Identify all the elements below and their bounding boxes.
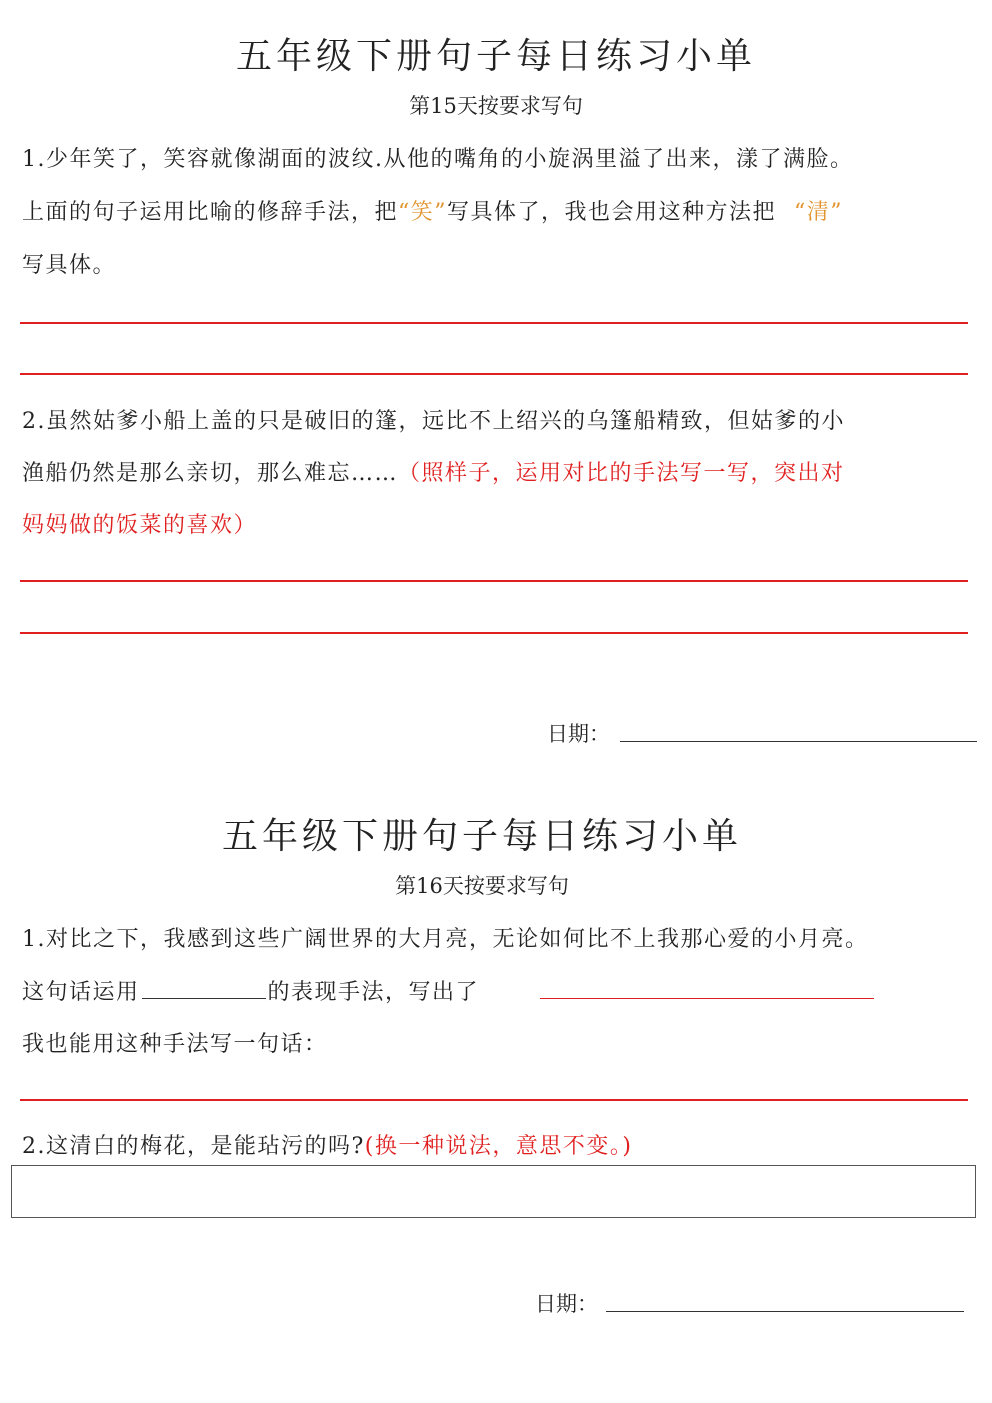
sheet1-q2-line2-a: 渔船仍然是那么亲切，那么难忘…… (22, 461, 399, 486)
sheet1-q1-line2 (22, 195, 843, 226)
fill-in-blank[interactable] (142, 976, 266, 999)
highlight-word-qing: “清” (794, 200, 844, 225)
sheet1-q1-line2-a: 上面的句子运用比喻的修辞手法，把 (22, 200, 399, 225)
sheet2-q1-line3: 我也能用这种手法写一句话： (22, 1032, 328, 1057)
sheet2-date-label: 日期： (535, 1292, 598, 1316)
answer-line[interactable] (20, 373, 968, 375)
sheet2-subtitle: 第16天按要求写句 (395, 874, 569, 898)
answer-box[interactable] (11, 1165, 976, 1218)
sheet1-title: 五年级下册句子每日练习小单 (235, 36, 756, 77)
sheet2-title: 五年级下册句子每日练习小单 (221, 816, 742, 857)
sheet1-q2-line1: 2.虽然姑爹小船上盖的只是破旧的篷，远比不上绍兴的乌篷船精致，但姑爹的小 (22, 409, 845, 434)
sheet2-q2-instruction: (换一种说法，意思不变。) (364, 1134, 633, 1159)
highlight-word-xiao: “笑” (398, 200, 448, 225)
answer-line-short[interactable] (540, 998, 874, 999)
sheet1-q2-line3: 妈妈做的饭菜的喜欢） (22, 513, 258, 538)
sheet1-q1-line3: 写具体。 (22, 253, 117, 278)
sheet2-q1-line1: 1.对比之下，我感到这些广阔世界的大月亮，无论如何比不上我那心爱的小月亮。 (22, 927, 869, 952)
sheet1-q2-line2 (22, 456, 845, 487)
sheet2-q1-line2 (22, 975, 479, 1006)
sheet2-q1-line2-b: 的表现手法，写出了 (267, 980, 480, 1005)
answer-line[interactable] (20, 322, 968, 324)
sheet1-q1-line2-b: 写具体了，我也会用这种方法把 (447, 200, 777, 225)
sheet2-q1-line2-a: 这句话运用 (22, 980, 140, 1005)
answer-line[interactable] (20, 632, 968, 634)
sheet1-q2-instruction: （照样子，运用对比的手法写一写，突出对 (398, 461, 845, 486)
answer-line[interactable] (20, 580, 968, 582)
date-field[interactable] (606, 1311, 964, 1312)
sheet2-q2-line1 (22, 1129, 632, 1160)
sheet1-date-label: 日期： (547, 722, 610, 746)
sheet1-q1-line1: 1.少年笑了，笑容就像湖面的波纹.从他的嘴角的小旋涡里溢了出来，漾了满脸。 (22, 147, 854, 172)
date-field[interactable] (620, 741, 977, 742)
sheet2-q2-question: 2.这清白的梅花，是能玷污的吗? (22, 1134, 365, 1159)
answer-line[interactable] (20, 1099, 968, 1101)
sheet1-subtitle: 第15天按要求写句 (409, 94, 583, 118)
